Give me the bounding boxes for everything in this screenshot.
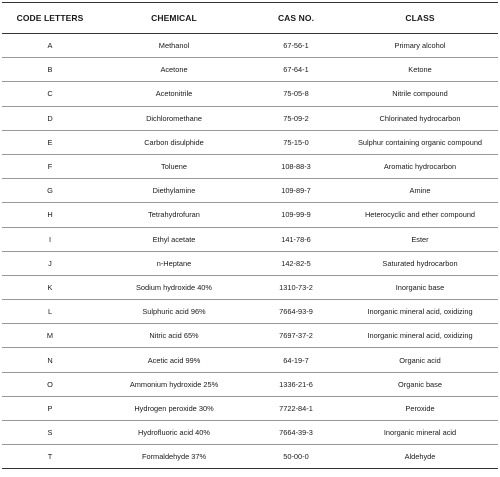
table-row — [2, 275, 498, 299]
cell-class: Inorganic mineral acid — [342, 421, 498, 445]
cell-cas-no: 75-05-8 — [250, 82, 342, 106]
cell-code-letter: J — [2, 251, 98, 275]
cell-code-letter: M — [2, 324, 98, 348]
cell-cas-no: 142-82-5 — [250, 251, 342, 275]
cell-cas-no: 67-64-1 — [250, 58, 342, 82]
cell-chemical: Sulphuric acid 96% — [98, 300, 250, 324]
cell-cas-no: 7664-39-3 — [250, 421, 342, 445]
cell-chemical: Sodium hydroxide 40% — [98, 275, 250, 299]
cell-class: Aldehyde — [342, 445, 498, 469]
cell-chemical: Diethylamine — [98, 179, 250, 203]
cell-cas-no: 109-89-7 — [250, 179, 342, 203]
cell-code-letter: K — [2, 275, 98, 299]
header-chemical: CHEMICAL — [98, 3, 250, 34]
cell-chemical: Acetonitrile — [98, 82, 250, 106]
cell-code-letter: B — [2, 58, 98, 82]
cell-cas-no: 109-99-9 — [250, 203, 342, 227]
table-row — [2, 348, 498, 372]
cell-cas-no: 7697-37-2 — [250, 324, 342, 348]
cell-chemical: Hydrogen peroxide 30% — [98, 396, 250, 420]
cell-cas-no: 50-00-0 — [250, 445, 342, 469]
cell-code-letter: T — [2, 445, 98, 469]
table-row — [2, 58, 498, 82]
cell-code-letter: S — [2, 421, 98, 445]
cell-class: Organic base — [342, 372, 498, 396]
cell-cas-no: 1336-21-6 — [250, 372, 342, 396]
cell-class: Aromatic hydrocarbon — [342, 154, 498, 178]
table-row — [2, 300, 498, 324]
cell-chemical: Carbon disulphide — [98, 130, 250, 154]
cell-class: Sulphur containing organic compound — [342, 130, 498, 154]
table-row — [2, 34, 498, 58]
cell-code-letter: O — [2, 372, 98, 396]
cell-cas-no: 141-78-6 — [250, 227, 342, 251]
cell-code-letter: P — [2, 396, 98, 420]
table-row — [2, 227, 498, 251]
cell-class: Inorganic base — [342, 275, 498, 299]
cell-chemical: Toluene — [98, 154, 250, 178]
cell-code-letter: N — [2, 348, 98, 372]
cell-code-letter: H — [2, 203, 98, 227]
table-row — [2, 372, 498, 396]
cell-chemical: Ammonium hydroxide 25% — [98, 372, 250, 396]
cell-chemical: Hydrofluoric acid 40% — [98, 421, 250, 445]
cell-cas-no: 67-56-1 — [250, 34, 342, 58]
cell-chemical: n-Heptane — [98, 251, 250, 275]
table-row — [2, 445, 498, 469]
cell-code-letter: D — [2, 106, 98, 130]
table-row — [2, 130, 498, 154]
cell-chemical: Methanol — [98, 34, 250, 58]
cell-class: Inorganic mineral acid, oxidizing — [342, 324, 498, 348]
header-cas-no: CAS NO. — [250, 3, 342, 34]
cell-cas-no: 7664-93-9 — [250, 300, 342, 324]
cell-chemical: Acetic acid 99% — [98, 348, 250, 372]
cell-class: Primary alcohol — [342, 34, 498, 58]
table-row — [2, 203, 498, 227]
header-row — [2, 3, 498, 34]
cell-class: Saturated hydrocarbon — [342, 251, 498, 275]
chemical-resistance-table — [2, 2, 498, 469]
cell-chemical: Ethyl acetate — [98, 227, 250, 251]
cell-code-letter: C — [2, 82, 98, 106]
cell-class: Inorganic mineral acid, oxidizing — [342, 300, 498, 324]
cell-cas-no: 75-09-2 — [250, 106, 342, 130]
cell-code-letter: I — [2, 227, 98, 251]
cell-chemical: Nitric acid 65% — [98, 324, 250, 348]
cell-code-letter: F — [2, 154, 98, 178]
cell-class: Ester — [342, 227, 498, 251]
cell-class: Heterocyclic and ether compound — [342, 203, 498, 227]
table-row — [2, 324, 498, 348]
cell-code-letter: L — [2, 300, 98, 324]
cell-class: Nitrile compound — [342, 82, 498, 106]
table-row — [2, 251, 498, 275]
table-header — [2, 3, 498, 34]
table-row — [2, 421, 498, 445]
cell-cas-no: 7722-84-1 — [250, 396, 342, 420]
cell-chemical: Acetone — [98, 58, 250, 82]
cell-class: Amine — [342, 179, 498, 203]
cell-class: Peroxide — [342, 396, 498, 420]
cell-class: Ketone — [342, 58, 498, 82]
cell-class: Organic acid — [342, 348, 498, 372]
cell-code-letter: G — [2, 179, 98, 203]
cell-chemical: Formaldehyde 37% — [98, 445, 250, 469]
table-row — [2, 396, 498, 420]
cell-class: Chlorinated hydrocarbon — [342, 106, 498, 130]
cell-chemical: Tetrahydrofuran — [98, 203, 250, 227]
cell-cas-no: 108-88-3 — [250, 154, 342, 178]
cell-cas-no: 75-15-0 — [250, 130, 342, 154]
cell-chemical: Dichloromethane — [98, 106, 250, 130]
cell-cas-no: 64-19-7 — [250, 348, 342, 372]
header-class: CLASS — [342, 3, 498, 34]
table-row — [2, 179, 498, 203]
header-code-letters: CODE LETTERS — [2, 3, 98, 34]
table-row — [2, 154, 498, 178]
cell-code-letter: E — [2, 130, 98, 154]
table-row — [2, 82, 498, 106]
cell-cas-no: 1310-73-2 — [250, 275, 342, 299]
table-body — [2, 34, 498, 469]
cell-code-letter: A — [2, 34, 98, 58]
table-row — [2, 106, 498, 130]
